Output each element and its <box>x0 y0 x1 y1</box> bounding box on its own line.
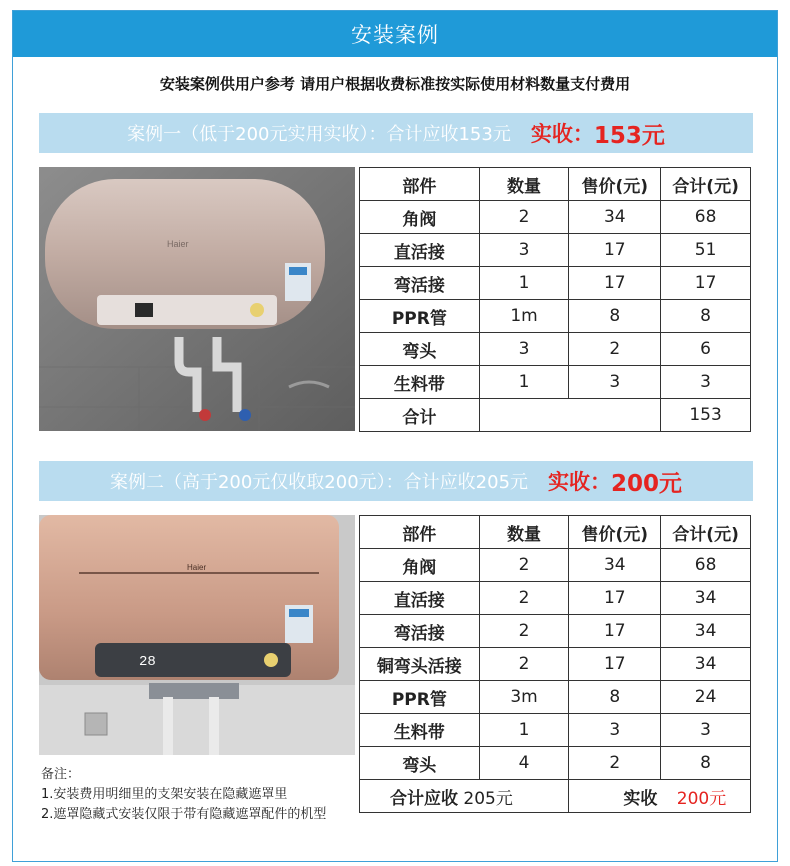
table-cell: 8 <box>661 747 751 780</box>
table-cell: 角阀 <box>360 201 480 234</box>
table-cell: 17 <box>569 648 661 681</box>
case1-header <box>39 113 753 153</box>
table-cell: 生料带 <box>360 366 480 399</box>
table-cell: PPR管 <box>360 681 480 714</box>
case1-pay-value: 153元 <box>593 122 665 149</box>
total-spacer <box>479 399 661 432</box>
header-cell: 部件 <box>360 516 480 549</box>
table-cell: 17 <box>569 234 661 267</box>
case1-brand: Haier <box>167 239 189 249</box>
header-cell: 部件 <box>360 168 480 201</box>
table-cell: 1m <box>479 300 569 333</box>
header-cell: 合计(元) <box>661 168 751 201</box>
notes-line-1: 1.安装费用明细里的支架安装在隐藏遮罩里 <box>41 787 288 802</box>
notes-line-2: 2.遮罩隐藏式安装仅限于带有隐藏遮罩配件的机型 <box>41 807 327 822</box>
table-cell: 弯头 <box>360 747 480 780</box>
table-cell: 弯头 <box>360 333 480 366</box>
total-label: 合计应收 <box>390 788 458 809</box>
table-cell: 51 <box>661 234 751 267</box>
notes <box>41 765 361 825</box>
table-cell: 2 <box>479 582 569 615</box>
table-cell: 铜弯头活接 <box>360 648 480 681</box>
header-cell: 数量 <box>479 516 569 549</box>
table-row <box>360 747 751 780</box>
total-value: 153 <box>661 399 751 432</box>
table-cell: 8 <box>569 300 661 333</box>
actual-label: 实收 <box>623 788 658 809</box>
table-cell: 34 <box>661 648 751 681</box>
table-cell: 8 <box>661 300 751 333</box>
actual-cell <box>569 780 751 813</box>
case2-photo <box>39 515 355 755</box>
table-cell: 68 <box>661 201 751 234</box>
case2-table <box>359 515 751 813</box>
table-cell: 34 <box>661 582 751 615</box>
table-row <box>360 681 751 714</box>
table-cell: 1 <box>479 366 569 399</box>
table-cell: 弯活接 <box>360 267 480 300</box>
table-row <box>360 549 751 582</box>
table-total-row <box>360 399 751 432</box>
table-cell: 3 <box>569 366 661 399</box>
table-row <box>360 648 751 681</box>
case1-pay-label: 实收： <box>530 122 594 146</box>
table-cell: 68 <box>661 549 751 582</box>
case1-photo <box>39 167 355 431</box>
table-header-row <box>360 516 751 549</box>
table-cell: 2 <box>569 747 661 780</box>
table-cell: 17 <box>569 615 661 648</box>
table-cell: 24 <box>661 681 751 714</box>
table-row <box>360 615 751 648</box>
table-header-row <box>360 168 751 201</box>
table-row <box>360 234 751 267</box>
table-cell: 2 <box>479 615 569 648</box>
table-cell: 4 <box>479 747 569 780</box>
table-cell: 3 <box>569 714 661 747</box>
case2-pay-label: 实收： <box>548 470 612 494</box>
table-cell: 2 <box>479 648 569 681</box>
case2-display: 28 <box>139 654 156 670</box>
table-row <box>360 201 751 234</box>
total-label: 合计 <box>360 399 480 432</box>
table-cell: 6 <box>661 333 751 366</box>
table-cell: 3 <box>479 333 569 366</box>
case2-title: 案例二（高于200元仅收取200元）：合计应收205元 <box>109 472 529 493</box>
table-cell: 3m <box>479 681 569 714</box>
table-row <box>360 714 751 747</box>
table-cell: 17 <box>569 582 661 615</box>
header-cell: 合计(元) <box>661 516 751 549</box>
table-cell: 2 <box>569 333 661 366</box>
table-cell: PPR管 <box>360 300 480 333</box>
table-row <box>360 267 751 300</box>
table-cell: 角阀 <box>360 549 480 582</box>
total-cell <box>360 780 569 813</box>
table-cell: 17 <box>661 267 751 300</box>
header-cell: 售价(元) <box>569 516 661 549</box>
table-cell: 1 <box>479 267 569 300</box>
table-cell: 生料带 <box>360 714 480 747</box>
table-total-row <box>360 780 751 813</box>
case1-title: 案例一（低于200元实用实收）：合计应收153元 <box>127 124 511 145</box>
table-cell: 34 <box>569 201 661 234</box>
table-cell: 1 <box>479 714 569 747</box>
table-cell: 3 <box>661 714 751 747</box>
table-cell: 2 <box>479 549 569 582</box>
table-row <box>360 300 751 333</box>
total-value: 205元 <box>463 788 513 809</box>
table-cell: 2 <box>479 201 569 234</box>
table-cell: 3 <box>479 234 569 267</box>
table-cell: 34 <box>569 549 661 582</box>
table-cell: 8 <box>569 681 661 714</box>
case1-table <box>359 167 751 432</box>
page-banner <box>13 11 777 57</box>
table-row <box>360 582 751 615</box>
case2-brand: Haier <box>187 563 207 572</box>
notes-heading: 备注： <box>41 767 81 782</box>
page-frame <box>12 10 778 862</box>
table-cell: 直活接 <box>360 582 480 615</box>
case2-pay-value: 200元 <box>611 470 683 497</box>
actual-value: 200元 <box>676 788 727 809</box>
table-cell: 34 <box>661 615 751 648</box>
table-cell: 3 <box>661 366 751 399</box>
case2-header <box>39 461 753 501</box>
table-cell: 直活接 <box>360 234 480 267</box>
table-cell: 弯活接 <box>360 615 480 648</box>
page-subtitle: 安装案例供用户参考 请用户根据收费标准按实际使用材料数量支付费用 <box>159 75 631 93</box>
header-cell: 售价(元) <box>569 168 661 201</box>
banner-title: 安装案例 <box>351 23 439 47</box>
table-row <box>360 366 751 399</box>
header-cell: 数量 <box>479 168 569 201</box>
table-row <box>360 333 751 366</box>
table-cell: 17 <box>569 267 661 300</box>
